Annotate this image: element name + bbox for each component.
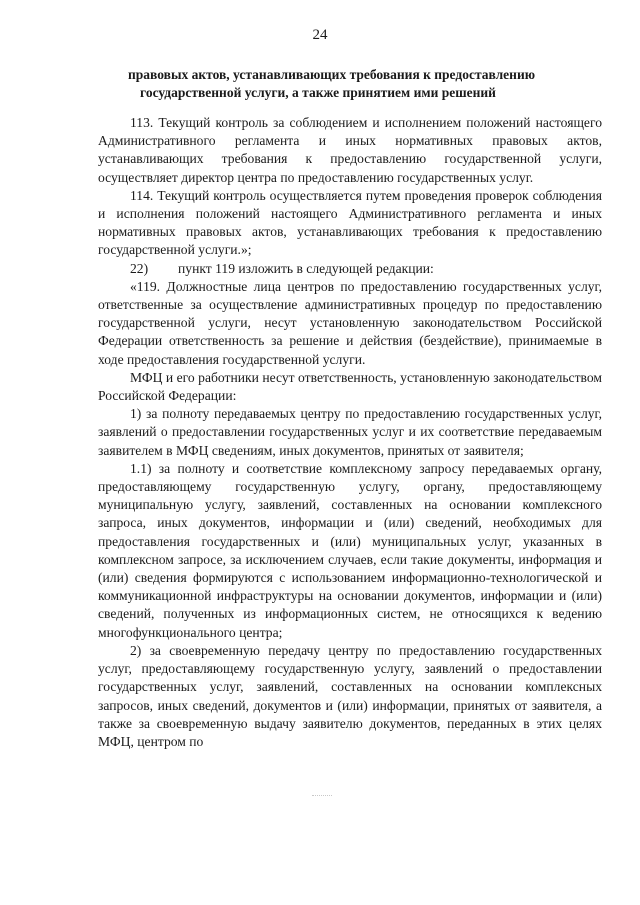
paragraph-item-2: 2) за своевременную передачу центру по предоставлению государственных услуг, предоставляющему государственную услугу, заявлений о предоставлении государственных услуг, заявлений, составленных на основании комплексных запросов, иных сведений, документов и (или) информации, принятых от заявителя, а также за своевременную выдачу заявителю документов, переданных в этих целях МФЦ, центром по — [98, 642, 602, 749]
item-22-text: пункт 119 изложить в следующей редакции: — [178, 260, 434, 276]
heading-line-2: государственной услуги, а также принятием ими решений — [140, 85, 496, 100]
document-body — [98, 114, 602, 751]
paragraph-119: «119. Должностные лица центров по предоставлению государственных услуг, ответственные за осуществление административных процедур по предоставлению государственной услуги, несут установленную законодательством Российской Федерации ответственность за решение и действия (бездействие), принимаемые в ходе предоставления государственной услуги. — [98, 278, 602, 367]
paragraph-mfc-responsibility: МФЦ и его работники несут ответственность, установленную законодательством Российской Федерации: — [98, 369, 602, 404]
paragraph-item-1-1: 1.1) за полноту и соответствие комплексному запросу передаваемых органу, предоставляющему государственную услугу, органу, предоставляющему муниципальную услугу, заявлений, составленных на основании комплексного запроса, иных документов, информации и (или) сведений, необходимых для предоставления государственных и (или) муниципальных услуг, указанных в комплексном запросе, за исключением случаев, если такие документы, информация и (или) сведения формируются с использованием информационно-технологической и коммуникационной инфраструктуры на основании документов, информации и (или) сведений, полученных из информационных систем, не относящихся к ведению многофункционального центра; — [98, 460, 602, 640]
paragraph-item-1: 1) за полноту передаваемых центру по предоставлению государственных услуг, заявлений о предоставлении государственных услуг и их соответствие передаваемым заявителем в МФЦ сведениям, иных документов, принятых от заявителя; — [98, 406, 602, 458]
paragraph-113: 113. Текущий контроль за соблюдением и исполнением положений настоящего Административного регламента и иных нормативных правовых актов, устанавливающих требования к предоставлению государственной услуги, осуществляет директор центра по предоставлению государственных услуг. — [98, 115, 602, 185]
section-heading — [128, 66, 536, 102]
heading-line-1: правовых актов, устанавливающих требования к предоставлению — [128, 67, 536, 82]
page-number: 24 — [312, 27, 328, 43]
paragraph-114: 114. Текущий контроль осуществляется путем проведения проверок соблюдения и исполнения положений настоящего Административного регламента и иных нормативных правовых актов, устанавливающих требования к предоставлению государственной услуги.»; — [98, 187, 602, 258]
scan-artifact — [312, 795, 332, 798]
list-item-22 — [98, 260, 602, 278]
item-22-number: 22) — [130, 260, 149, 276]
